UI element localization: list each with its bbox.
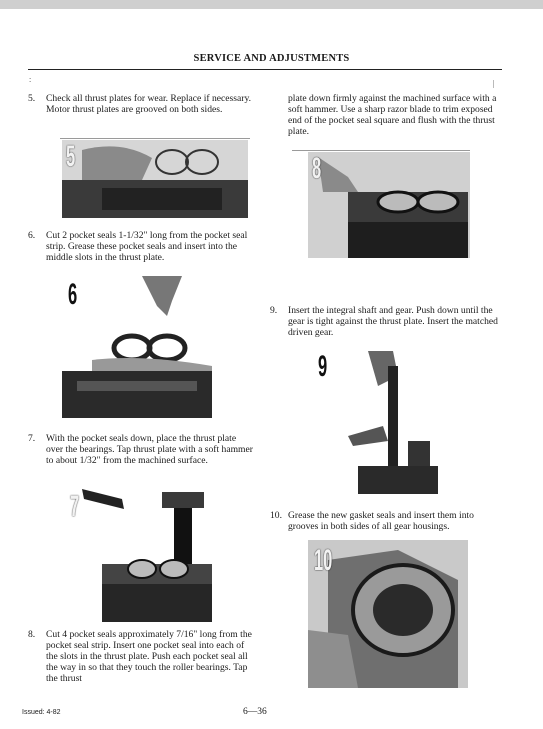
figure-7-photo — [62, 484, 222, 622]
step-8-continued: plate down firmly against the machined surface with a soft hammer. Use a sharp razor blade to trim exposed end of the pocket seal square and flush with the thrust plate. — [288, 93, 497, 137]
figure-6-photo — [62, 276, 248, 418]
figure-8-number: 8 — [312, 152, 322, 185]
header-rule — [28, 69, 502, 70]
step-8: 8. Cut 4 pocket seals approximately 7/16" long from the pocket seal strip. Insert one pocket seal into each of the slots in the thrust plate. Push each pocket seal all the way in so that they touch the roller bearings. Tap the thrust — [28, 629, 252, 684]
figure-5-photo — [62, 140, 248, 218]
step-9: 9. Insert the integral shaft and gear. Push down until the gear is tight against the thrust plate. Insert the matched driven gear. — [270, 305, 498, 338]
scan-top-border — [0, 0, 543, 9]
figure-8-photo — [308, 152, 470, 258]
page-number: 6—36 — [243, 707, 267, 717]
page-header: SERVICE AND ADJUSTMENTS — [193, 53, 350, 64]
margin-mark: : — [29, 75, 32, 84]
margin-mark: | — [493, 79, 495, 88]
issued-date: Issued: 4-82 — [22, 709, 61, 716]
figure-10-photo — [308, 540, 468, 688]
figure-9-photo — [308, 346, 458, 494]
step-10: 10. Grease the new gasket seals and insert them into grooves in both sides of all gear housings. — [270, 510, 474, 532]
divider — [60, 138, 250, 139]
figure-5-number: 5 — [66, 140, 76, 173]
step-5: 5. Check all thrust plates for wear. Replace if necessary. Motor thrust plates are grooved on both sides. — [28, 93, 252, 115]
step-7: 7. With the pocket seals down, place the thrust plate over the bearings. Tap thrust plate with a soft hammer to about 1/32" from the machined surface. — [28, 433, 253, 466]
figure-6-number: 6 — [68, 278, 78, 311]
figure-9-number: 9 — [318, 350, 328, 383]
divider — [292, 150, 470, 151]
figure-10-number: 10 — [314, 544, 333, 577]
figure-7-number: 7 — [70, 490, 80, 523]
step-6: 6. Cut 2 pocket seals 1-1/32" long from the pocket seal strip. Grease these pocket seals and insert into the middle slots in the thrust plate. — [28, 230, 248, 263]
